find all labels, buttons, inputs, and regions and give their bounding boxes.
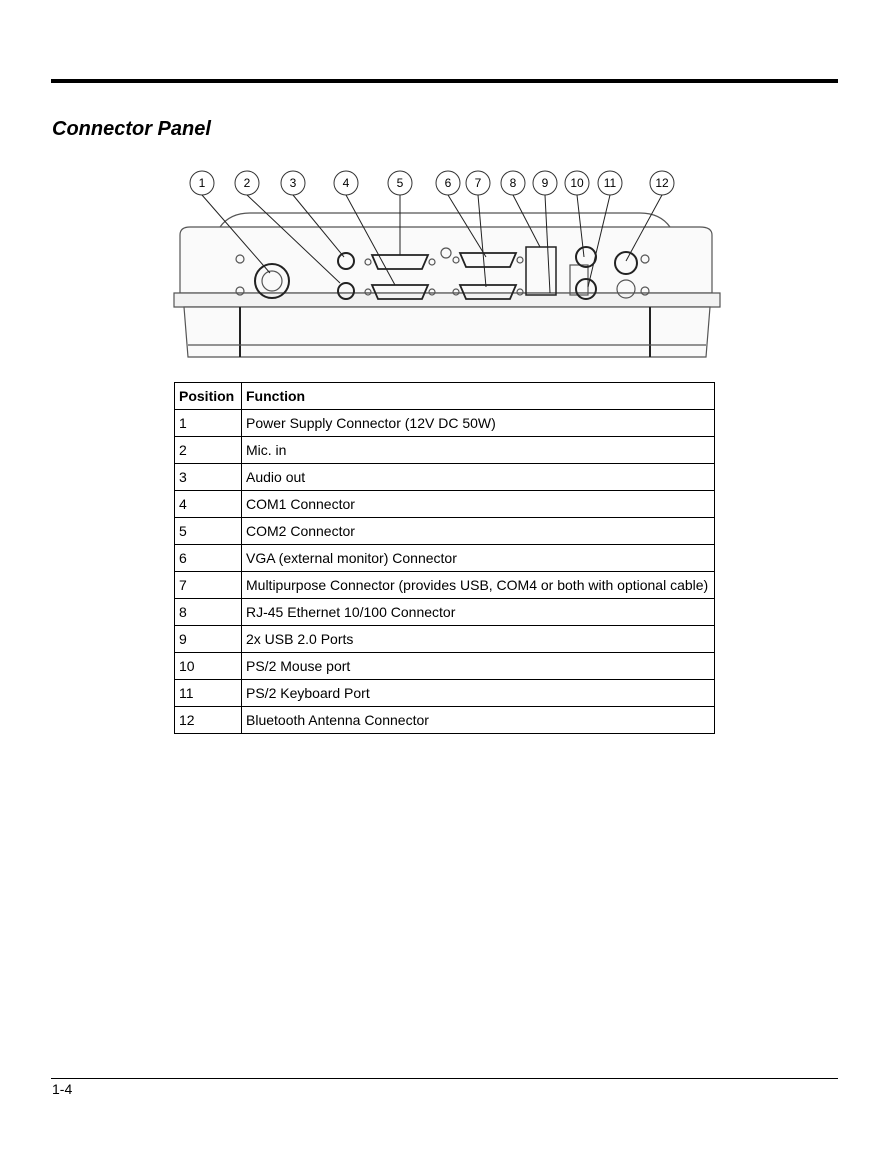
function-cell: Power Supply Connector (12V DC 50W): [242, 410, 715, 437]
position-cell: 3: [175, 464, 242, 491]
table-row: [175, 653, 715, 680]
function-cell: PS/2 Keyboard Port: [242, 680, 715, 707]
callout-9: 9: [541, 176, 549, 190]
position-cell: 12: [175, 707, 242, 734]
callout-2: 2: [243, 176, 251, 190]
function-cell: 2x USB 2.0 Ports: [242, 626, 715, 653]
footer-rule: [51, 1078, 838, 1079]
section-title: Connector Panel: [52, 118, 211, 140]
position-cell: 4: [175, 491, 242, 518]
position-cell: 7: [175, 572, 242, 599]
function-cell: Audio out: [242, 464, 715, 491]
table-row: [175, 707, 715, 734]
function-cell: COM1 Connector: [242, 491, 715, 518]
position-header: Position: [175, 383, 242, 410]
callout-11: 11: [603, 176, 617, 190]
callout-10: 10: [570, 176, 584, 190]
table-row: [175, 572, 715, 599]
callout-5: 5: [396, 176, 404, 190]
position-cell: 5: [175, 518, 242, 545]
function-cell: VGA (external monitor) Connector: [242, 545, 715, 572]
table-row: [175, 491, 715, 518]
callout-4: 4: [342, 176, 350, 190]
table-row: [175, 518, 715, 545]
position-cell: 9: [175, 626, 242, 653]
table-row: [175, 410, 715, 437]
table-row: [175, 680, 715, 707]
page-number: 1-4: [52, 1081, 73, 1097]
callout-3: 3: [289, 176, 297, 190]
connector-panel-illustration: [160, 165, 730, 365]
callout-8: 8: [509, 176, 517, 190]
function-cell: Multipurpose Connector (provides USB, COM4 or both with optional cable): [242, 572, 715, 599]
position-cell: 2: [175, 437, 242, 464]
connector-function-table: [174, 382, 715, 734]
position-cell: 1: [175, 410, 242, 437]
position-cell: 11: [175, 680, 242, 707]
position-cell: 8: [175, 599, 242, 626]
callout-12: 12: [655, 176, 669, 190]
function-header: Function: [242, 383, 715, 410]
callout-7: 7: [474, 176, 482, 190]
position-cell: 10: [175, 653, 242, 680]
function-cell: COM2 Connector: [242, 518, 715, 545]
function-cell: PS/2 Mouse port: [242, 653, 715, 680]
position-cell: 6: [175, 545, 242, 572]
table-row: [175, 464, 715, 491]
table-header-row: [175, 383, 715, 410]
table-row: [175, 437, 715, 464]
table-row: [175, 545, 715, 572]
table-row: [175, 626, 715, 653]
function-cell: Mic. in: [242, 437, 715, 464]
header-rule: [51, 79, 838, 83]
connector-panel-diagram: [160, 165, 730, 365]
function-cell: Bluetooth Antenna Connector: [242, 707, 715, 734]
table-row: [175, 599, 715, 626]
function-cell: RJ-45 Ethernet 10/100 Connector: [242, 599, 715, 626]
callout-1: 1: [198, 176, 206, 190]
callout-6: 6: [444, 176, 452, 190]
